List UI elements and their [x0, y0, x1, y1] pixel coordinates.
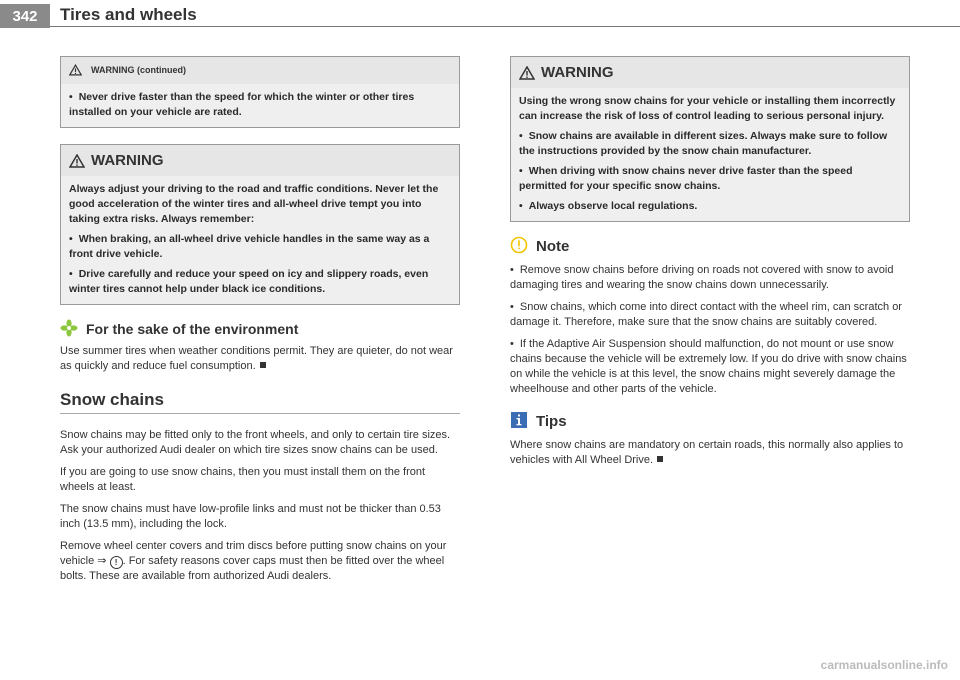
list-item: • Snow chains, which come into direct contact with the wheel rim, can scratch or damage it. Therefore, make sure that the snow chains are suitably covered.	[510, 301, 902, 328]
chapter-title: Tires and wheels	[60, 5, 197, 24]
list-item: • Snow chains are available in different sizes. Always make sure to follow the instructions provided by the snow chain manufacturer.	[519, 130, 888, 157]
list-item: • Never drive faster than the speed for which the winter or other tires installed on your vehicle are rated.	[69, 91, 415, 118]
warning-title: WARNING	[91, 152, 164, 169]
note-heading	[510, 236, 910, 257]
section-title-snow-chains: Snow chains	[60, 392, 460, 414]
warning-header	[61, 145, 459, 176]
page-header	[0, 0, 960, 32]
info-icon	[510, 411, 528, 432]
warning-body	[511, 88, 909, 221]
list-item: • If the Adaptive Air Suspension should malfunction, do not mount or use snow chains because the vehicle will be extremely low. If you do drive with snow chains on while the vehicle is at this level, the snow chains might severely damage the wheelhouse and other parts of the vehicle.	[510, 338, 907, 395]
warning-intro: Always adjust your driving to the road and traffic conditions. Never let the good acceleration of the winter tires and all-wheel drive tempt you into taking extra risks. Always remember:	[69, 183, 439, 225]
flower-icon	[60, 319, 78, 340]
tips-heading	[510, 411, 910, 432]
paragraph: If you are going to use snow chains, then you must install them on the front wheels at least.	[60, 466, 426, 493]
list-item: • Remove snow chains before driving on roads not covered with snow to avoid damaging tires and wearing the snow chains down unnecessarily.	[510, 264, 894, 291]
page-number: 342	[0, 4, 50, 28]
tips-text: Where snow chains are mandatory on certain roads, this normally also applies to vehicles with All Wheel Drive.	[510, 439, 904, 466]
warning-continued-box	[60, 56, 460, 128]
end-of-section-mark	[260, 362, 266, 368]
paragraph: Snow chains may be fitted only to the front wheels, and only to certain tire sizes. Ask your authorized Audi dealer on which tire sizes snow chains can be used.	[60, 429, 451, 456]
exclamation-circle-icon	[510, 236, 528, 257]
note-reference-icon[interactable]: !	[110, 556, 123, 569]
warning-box	[60, 144, 460, 305]
warning-title: WARNING	[541, 64, 614, 81]
list-item: • Always observe local regulations.	[519, 200, 698, 212]
environment-title: For the sake of the environment	[86, 321, 299, 337]
warning-box-snow-chains	[510, 56, 910, 222]
warning-continued-title: WARNING (continued)	[91, 65, 186, 75]
environment-text: Use summer tires when weather conditions permit. They are quieter, do not wear as quickly and reduce fuel consumption.	[60, 345, 453, 372]
list-item: • When braking, an all-wheel drive vehicle handles in the same way as a front drive vehicle.	[69, 233, 430, 260]
warning-triangle-icon	[69, 154, 85, 168]
warning-triangle-icon	[69, 64, 85, 78]
warning-header	[511, 57, 909, 88]
warning-continued-header	[61, 57, 459, 84]
tips-title: Tips	[536, 413, 567, 430]
warning-triangle-icon	[519, 66, 535, 80]
paragraph: The snow chains must have low-profile links and must not be thicker than 0.53 inch (13.5 mm), including the lock.	[60, 503, 441, 530]
list-item: • Drive carefully and reduce your speed on icy and slippery roads, even winter tires cannot help under black ice conditions.	[69, 268, 429, 295]
right-column	[510, 56, 910, 475]
watermark: carmanualsonline.info	[820, 658, 948, 672]
warning-continued-body	[61, 84, 459, 127]
note-title: Note	[536, 238, 570, 255]
paragraph: Remove wheel center covers and trim discs before putting snow chains on your vehicle ⇒ ! . For safety reasons cover caps must then be fitted over the wheel bolts. These are available from authorized Audi dealers.	[60, 540, 447, 582]
end-of-section-mark	[657, 456, 663, 462]
header-divider	[50, 26, 960, 27]
warning-intro: Using the wrong snow chains for your vehicle or installing them incorrectly can increase the risk of loss of control leading to serious personal injury.	[519, 95, 896, 122]
environment-heading	[60, 319, 460, 340]
left-column	[60, 56, 460, 591]
warning-body	[61, 176, 459, 304]
list-item: • When driving with snow chains never drive faster than the speed permitted for your specific snow chains.	[519, 165, 853, 192]
